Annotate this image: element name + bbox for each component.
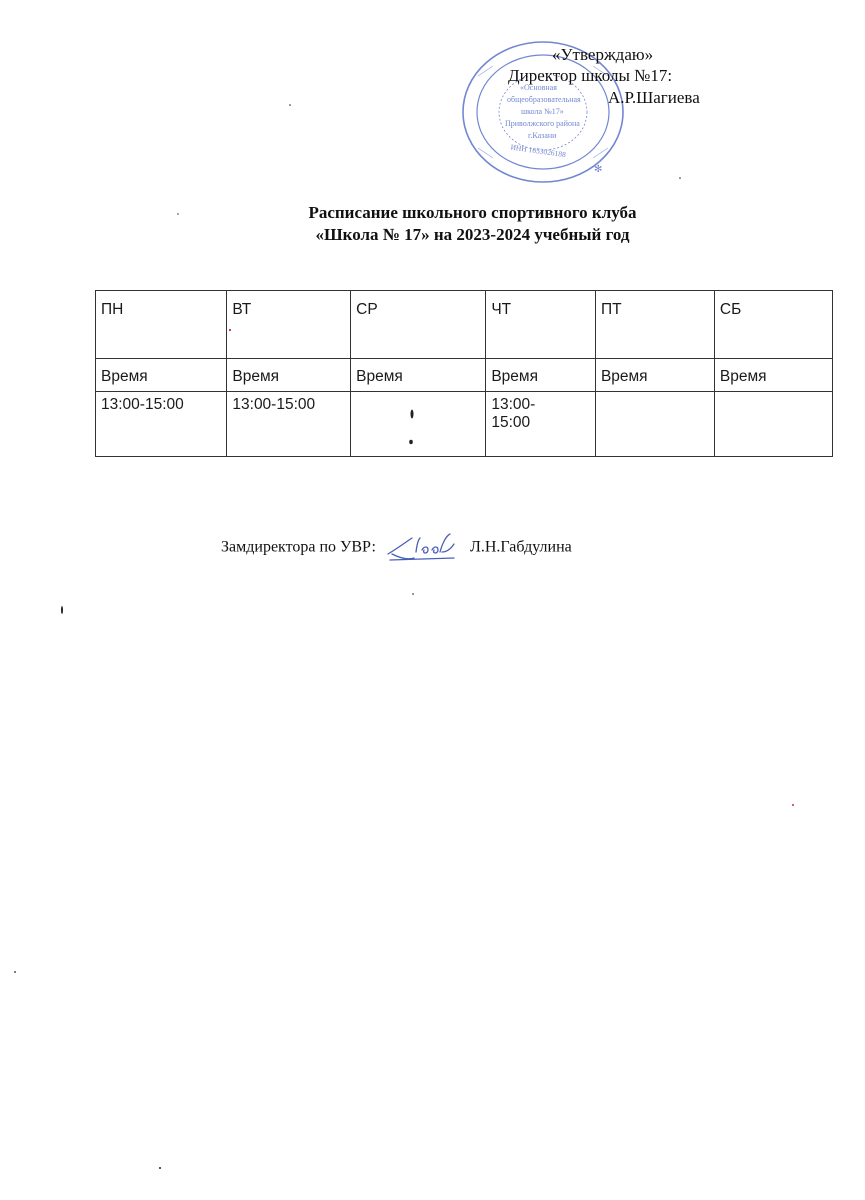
svg-text:г.Казани: г.Казани xyxy=(528,131,557,140)
day-cell-tue: ВТ xyxy=(227,291,351,359)
svg-text:✻: ✻ xyxy=(594,164,603,175)
time-header-cell: Время xyxy=(351,359,486,392)
deputy-name: Л.Н.Габдулина xyxy=(470,538,572,556)
day-cell-mon: ПН xyxy=(96,291,227,359)
day-cell-wed: СР xyxy=(351,291,486,359)
time-header-cell: Время xyxy=(595,359,714,392)
svg-text:ИНН 1653026188: ИНН 1653026188 xyxy=(510,142,567,160)
approval-signatory: А.Р.Шагиева xyxy=(608,88,700,107)
svg-text:Приволжского района: Приволжского района xyxy=(505,119,580,128)
schedule-table xyxy=(95,290,833,457)
deputy-signature-line xyxy=(221,530,572,566)
document-title xyxy=(0,202,865,246)
approval-heading: «Утверждаю» xyxy=(552,45,654,64)
time-header-cell: Время xyxy=(227,359,351,392)
time-header-cell: Время xyxy=(714,359,832,392)
day-cell-thu: ЧТ xyxy=(486,291,596,359)
slot-cell-thu-text: 13:00-15:00 xyxy=(491,396,536,431)
slot-cell-mon: 13:00-15:00 xyxy=(96,392,227,457)
svg-text:«Основная: «Основная xyxy=(520,83,557,92)
day-cell-sat: СБ xyxy=(714,291,832,359)
slot-cell-fri xyxy=(595,392,714,457)
handwritten-signature xyxy=(384,530,462,566)
day-cell-fri: ПТ xyxy=(595,291,714,359)
svg-text:общеобразовательная: общеобразовательная xyxy=(507,95,581,104)
title-line-1: Расписание школьного спортивного клуба xyxy=(308,203,637,222)
approval-position: Директор школы №17: xyxy=(508,66,673,85)
slot-cell-wed xyxy=(351,392,486,457)
time-header-cell: Время xyxy=(486,359,596,392)
table-row-time-headers xyxy=(96,359,833,392)
table-row-days xyxy=(96,291,833,359)
deputy-label: Замдиректора по УВР: xyxy=(221,538,376,556)
title-line-2: «Школа № 17» на 2023-2024 учебный год xyxy=(315,225,630,244)
table-row-time-slots xyxy=(96,392,833,457)
time-header-cell: Время xyxy=(96,359,227,392)
slot-cell-sat xyxy=(714,392,832,457)
slot-cell-thu xyxy=(486,392,596,457)
slot-cell-tue: 13:00-15:00 xyxy=(227,392,351,457)
svg-text:школа №17»: школа №17» xyxy=(521,107,564,116)
